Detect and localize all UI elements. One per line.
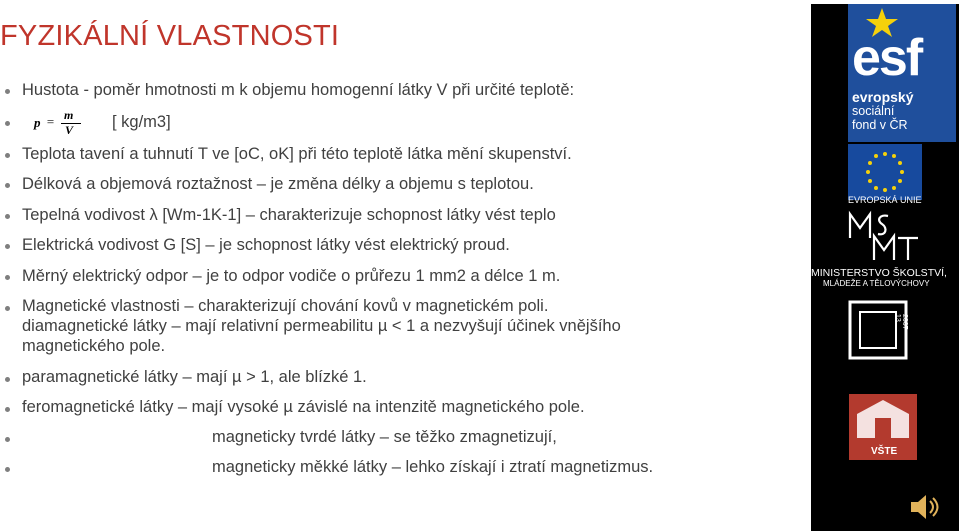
bullet-feromagnetic: feromagnetické látky – mají vysoké µ závislé na intenzitě magnetického pole. [22, 398, 585, 416]
bullet-hard: magneticky tvrdé látky – se těžko zmagnetizují, [212, 428, 557, 446]
bullet-magnetic: Magnetické vlastnosti – charakterizují chování kovů v magnetickém poli. [22, 297, 549, 315]
density-formula: p = m V [34, 110, 90, 136]
eu-stars-icon [848, 144, 922, 200]
bullet-marker [5, 183, 10, 188]
eu-label: EVROPSKÁ UNIE [848, 195, 922, 205]
frame-logo: 2007-13 [848, 300, 918, 362]
bullet-marker [5, 121, 10, 126]
eu-flag [848, 144, 922, 200]
page-title: FYZIKÁLNÍ VLASTNOSTI [0, 20, 340, 52]
esf-logo: esf evropský sociální fond v ČR [848, 4, 956, 142]
bullet-marker [5, 306, 10, 311]
speaker-icon[interactable] [908, 492, 940, 522]
vste-logo: VŠTE [849, 394, 917, 460]
bullet-melting: Teplota tavení a tuhnutí T ve [oC, oK] při této teplotě látka mění skupenství. [22, 145, 572, 163]
bullet-marker [5, 437, 10, 442]
bullet-marker [5, 467, 10, 472]
bullet-density: Hustota - poměr hmotnosti m k objemu homogenní látky V při určité teplotě: [22, 81, 575, 99]
bullet-marker [5, 407, 10, 412]
bullet-electric: Elektrická vodivost G [S] – je schopnost látky vést elektrický proud. [22, 236, 510, 254]
bullet-resistivity: Měrný elektrický odpor – je to odpor vodiče o průřezu 1 mm2 a délce 1 m. [22, 267, 561, 285]
bullet-marker [5, 275, 10, 280]
bullet-soft: magneticky měkké látky – lehko získají i ztratí magnetizmus. [212, 458, 654, 476]
msmt-line2: MLÁDEŽE A TĚLOVÝCHOVY [823, 279, 930, 288]
sidebar-logos [811, 4, 959, 531]
bullet-marker [5, 214, 10, 219]
bullet-thermal: Tepelná vodivost λ [Wm-1K-1] – charakterizuje schopnost látky vést teplo [22, 206, 556, 224]
bullet-marker [5, 377, 10, 382]
bullet-marker [5, 153, 10, 158]
msmt-logo-icon [848, 210, 924, 264]
bullet-paramagnetic: paramagnetické látky – mají µ > 1, ale blízké 1. [22, 368, 367, 386]
bullet-marker [5, 244, 10, 249]
bullet-expansion: Délková a objemová roztažnost – je změna délky a objemu s teplotou. [22, 175, 534, 193]
bullet-diamagnetic: diamagnetické látky – mají relativní permeabilitu µ < 1 a nezvyšují účinek vnějšího [22, 317, 621, 335]
msmt-line1: MINISTERSTVO ŠKOLSTVÍ, [811, 267, 947, 279]
bullet-diamagnetic-cont: magnetického pole. [22, 337, 166, 355]
bullet-marker [5, 89, 10, 94]
vste-building-icon [849, 394, 917, 444]
density-unit: [ kg/m3] [112, 113, 171, 131]
